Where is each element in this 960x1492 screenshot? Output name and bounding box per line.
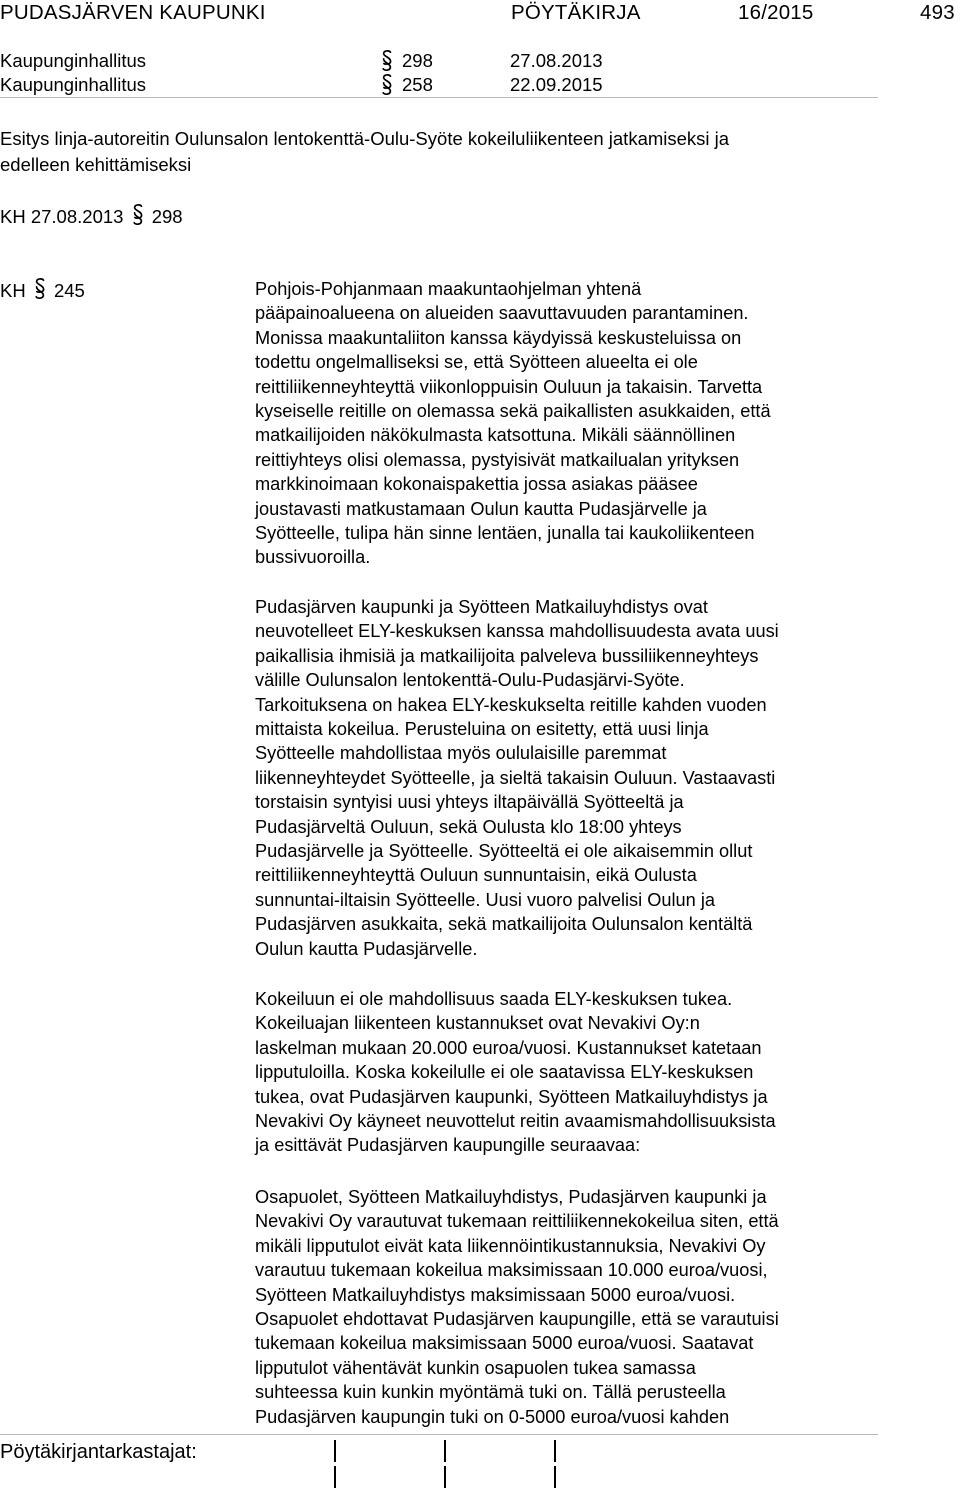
- signature-divider: [444, 1466, 446, 1488]
- text-line: Nevakivi Oy käyneet neuvottelut reitin avaamismahdollisuuksista: [255, 1111, 776, 1132]
- paragraph-background: [255, 277, 895, 570]
- footer-divider: [0, 1434, 878, 1435]
- history-reference-date: KH 27.08.2013: [0, 206, 124, 227]
- text-line: markkinoimaan kokonaispakettia jossa asiakas pääsee: [255, 474, 698, 495]
- document-type: PÖYTÄKIRJA: [511, 1, 641, 24]
- text-line: ja esittävät Pudasjärven kaupungille seuraavaa:: [255, 1135, 641, 1156]
- meeting-date: 27.08.2013: [510, 50, 603, 71]
- paragraph-proposal: [255, 1185, 895, 1429]
- text-line: reittiliikenneyhteyttä viikonloppuisin Ouluun ja takaisin. Tarvetta: [255, 376, 763, 397]
- text-line: pääpainoalueena on alueiden saavuttavuuden parantaminen.: [255, 303, 749, 324]
- text-line: lipputuloilla. Koska kokeilulle ei ole saatavissa ELY-keskuksen: [255, 1062, 754, 1083]
- text-line: liikenneyhteydet Syötteelle, ja sieltä takaisin Ouluun. Vastaavasti: [255, 767, 776, 788]
- text-line: lipputulot vähentävät kunkin osapuolen tukea samassa: [255, 1357, 696, 1378]
- text-line: torstaisin syntyisi uusi yhteys iltapäivällä Syötteeltä ja: [255, 792, 684, 813]
- text-line: Monissa maakuntaliiton kanssa käydyissä keskusteluissa on: [255, 327, 742, 348]
- text-line: Syötteen Matkailuyhdistys maksimissaan 5000 euroa/vuosi.: [255, 1284, 736, 1305]
- text-line: matkailijoiden näkökulmasta katsottuna. Mikäli säännöllinen: [255, 425, 736, 446]
- text-line: Tarkoituksena on hakea ELY-keskukselta reitille kahden vuoden: [255, 694, 767, 715]
- agenda-title-line: Esitys linja-autoreitin Oulunsalon lentokenttä-Oulu-Syöte kokeiluliikenteen jatkamiseksi ja: [0, 128, 730, 149]
- meeting-body: Kaupunginhallitus: [0, 74, 147, 95]
- text-line: paikallisia ihmisiä ja matkailijoita palveleva bussiliikenneyhteys: [255, 645, 759, 666]
- signature-divider: [554, 1466, 556, 1488]
- text-line: Pohjois-Pohjanmaan maakuntaohjelman yhtenä: [255, 279, 642, 299]
- text-line: välille Oulunsalon lentokenttä-Oulu-Pudasjärvi-Syöte.: [255, 670, 685, 691]
- minutes-number: 16/2015: [738, 1, 814, 24]
- current-reference-section: 245: [53, 280, 85, 301]
- text-line: bussivuoroilla.: [255, 547, 371, 568]
- signature-divider: [334, 1440, 336, 1462]
- organization-name: PUDASJÄRVEN KAUPUNKI: [0, 1, 266, 24]
- section-sign-icon: [378, 48, 396, 74]
- text-line: varautuu tukemaan kokeilua maksimissaan 10.000 euroa/vuosi,: [255, 1260, 768, 1281]
- text-line: reittiyhteys olisi olemassa, pystyisivät matkailualan yrityksen: [255, 449, 740, 470]
- section-sign-icon: [31, 276, 49, 302]
- text-line: neuvotelleet ELY-keskuksen kanssa mahdollisuudesta avata uusi: [255, 621, 779, 642]
- text-line: tukemaan kokeilua maksimissaan 5000 euroa/vuosi. Saatavat: [255, 1333, 754, 1354]
- text-line: laskelman mukaan 20.000 euroa/vuosi. Kustannukset katetaan: [255, 1037, 762, 1058]
- text-line: Pudasjärven kaupunki ja Syötteen Matkailuyhdistys ovat: [255, 597, 708, 617]
- text-line: joustavasti matkustamaan Oulun kautta Pudasjärvelle ja: [255, 498, 707, 519]
- text-line: Syötteelle mahdollistaa myös oululaisille paremmat: [255, 743, 667, 764]
- text-line: Pudasjärven asukkaita, sekä matkailijoita Oulunsalon kentältä: [255, 914, 753, 935]
- text-line: Nevakivi Oy varautuvat tukemaan reittiliikennekokeilua siten, että: [255, 1211, 779, 1232]
- text-line: suhteessa kuin kunkin myöntämä tuki on. Tällä perusteella: [255, 1382, 726, 1403]
- text-line: tukea, ovat Pudasjärven kaupunki, Syötteen Matkailuyhdistys ja: [255, 1086, 768, 1107]
- paragraph-negotiations: [255, 595, 895, 961]
- current-reference: [0, 276, 85, 303]
- history-reference: [0, 202, 183, 229]
- text-line: Osapuolet ehdottavat Pudasjärven kaupungille, että se varautuisi: [255, 1309, 779, 1330]
- meeting-date: 22.09.2015: [510, 74, 603, 95]
- paragraph-funding: [255, 987, 895, 1158]
- signature-divider: [554, 1440, 556, 1462]
- text-line: sunnuntai-iltaisin Syötteelle. Uusi vuoro palvelisi Oulun ja: [255, 889, 715, 910]
- inspectors-label: Pöytäkirjantarkastajat:: [0, 1441, 197, 1463]
- text-line: todettu ongelmalliseksi se, että Syötteen alueelta ei ole: [255, 352, 698, 373]
- signature-divider: [334, 1466, 336, 1488]
- text-line: Osapuolet, Syötteen Matkailuyhdistys, Pudasjärven kaupunki ja: [255, 1187, 767, 1207]
- text-line: Pudasjärvelle ja Syötteelle. Syötteeltä ei ole aikaisemmin ollut: [255, 841, 753, 862]
- section-sign-icon: [129, 202, 147, 228]
- agenda-title-line: edelleen kehittämiseksi: [0, 154, 192, 175]
- text-line: reittiliikenneyhteyttä Ouluun sunnuntaisin, eikä Oulusta: [255, 865, 697, 886]
- history-reference-section: 298: [151, 206, 183, 227]
- meeting-section: 258: [402, 74, 433, 95]
- signature-divider: [444, 1440, 446, 1462]
- text-line: Oulun kautta Pudasjärvelle.: [255, 938, 478, 959]
- meeting-body: Kaupunginhallitus: [0, 50, 147, 71]
- text-line: mikäli lipputulot eivät kata liikennöintikustannuksia, Nevakivi Oy: [255, 1235, 766, 1256]
- text-line: Kokeiluajan liikenteen kustannukset ovat Nevakivi Oy:n: [255, 1013, 700, 1034]
- meeting-section: 298: [402, 50, 433, 71]
- current-reference-body: KH: [0, 280, 26, 301]
- text-line: Syötteelle, tulipa hän sinne lentäen, junalla tai kaukoliikenteen: [255, 523, 755, 544]
- page-number: 493: [920, 1, 955, 24]
- header-divider: [0, 97, 878, 98]
- text-line: kyseiselle reitille on olemassa sekä paikallisten asukkaiden, että: [255, 401, 771, 422]
- text-line: mittaista kokeilua. Perusteluina on esitetty, että uusi linja: [255, 719, 709, 740]
- text-line: Pudasjärveltä Ouluun, sekä Oulusta klo 18:00 yhteys: [255, 816, 682, 837]
- section-sign-icon: [378, 72, 396, 98]
- text-line: Pudasjärven kaupungin tuki on 0-5000 euroa/vuosi kahden: [255, 1406, 730, 1427]
- text-line: Kokeiluun ei ole mahdollisuus saada ELY-keskuksen tukea.: [255, 989, 733, 1009]
